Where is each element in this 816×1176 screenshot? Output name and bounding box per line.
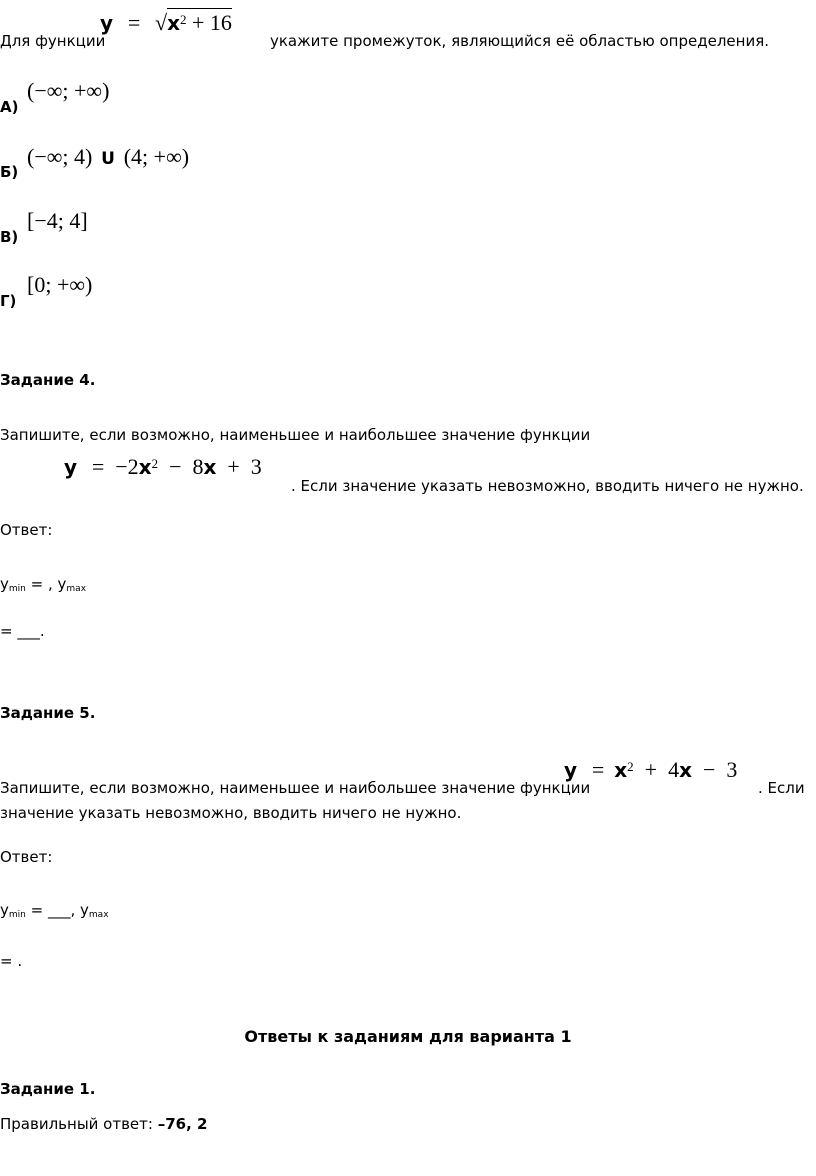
option-a-letter: А) xyxy=(0,98,19,116)
q5-ymax-line: = . xyxy=(0,952,23,970)
answers-correct-line xyxy=(0,1115,207,1133)
option-a-math: (−∞; +∞) xyxy=(27,78,110,103)
sqrt-symbol: √ xyxy=(155,10,168,35)
q4-text: Запишите, если возможно, наименьшее и наибольшее значение функции xyxy=(0,426,591,444)
q4-heading: Задание 4. xyxy=(0,371,96,389)
q3-intro: Для функции xyxy=(0,32,106,50)
q5-ymin-line: $y_{min}$ = ___, $y_{max}$ xyxy=(0,901,109,920)
q5-after-inline: . Если xyxy=(758,779,805,797)
option-d-math: [0; +∞) xyxy=(27,272,93,297)
option-b-letter: Б) xyxy=(0,163,19,181)
q4-after: . Если значение указать невозможно, вводить ничего не нужно. xyxy=(291,477,804,495)
q3-formula xyxy=(100,8,232,36)
q5-formula: $y = x^2 + 4x - 3$ xyxy=(564,757,738,782)
q5-text: Запишите, если возможно, наименьшее и наибольшее значение функции xyxy=(0,779,591,797)
q4-answer-label: Ответ: xyxy=(0,521,53,539)
answers-task1-heading: Задание 1. xyxy=(0,1080,96,1098)
q4-formula: $y = -2x^2 - 8x + 3$ xyxy=(64,454,262,479)
formula-var-y: y xyxy=(100,11,114,35)
option-d-letter: Г) xyxy=(0,292,17,310)
formula-equals: = xyxy=(127,10,141,35)
sqrt-radicand: $x^2 + 16$ xyxy=(167,10,232,35)
q3-rest: укажите промежуток, являющийся её областью определения. xyxy=(270,32,769,50)
option-c-math: [−4; 4] xyxy=(27,208,88,233)
correct-label: Правильный ответ: xyxy=(0,1115,158,1133)
q5-after-line2: значение указать невозможно, вводить ничего не нужно. xyxy=(0,804,462,822)
q5-answer-label: Ответ: xyxy=(0,848,53,866)
answers-title: Ответы к заданиям для варианта 1 xyxy=(244,1027,572,1046)
option-c-letter: В) xyxy=(0,228,19,246)
q5-heading: Задание 5. xyxy=(0,704,96,722)
q4-ymin-line: $y_{min}$ = , $y_{max}$ xyxy=(0,575,87,594)
correct-value: –76, 2 xyxy=(157,1115,208,1133)
option-b-math: (−∞; 4) U (4; +∞) xyxy=(27,144,190,169)
q4-ymax-line: = ___. xyxy=(0,622,45,640)
